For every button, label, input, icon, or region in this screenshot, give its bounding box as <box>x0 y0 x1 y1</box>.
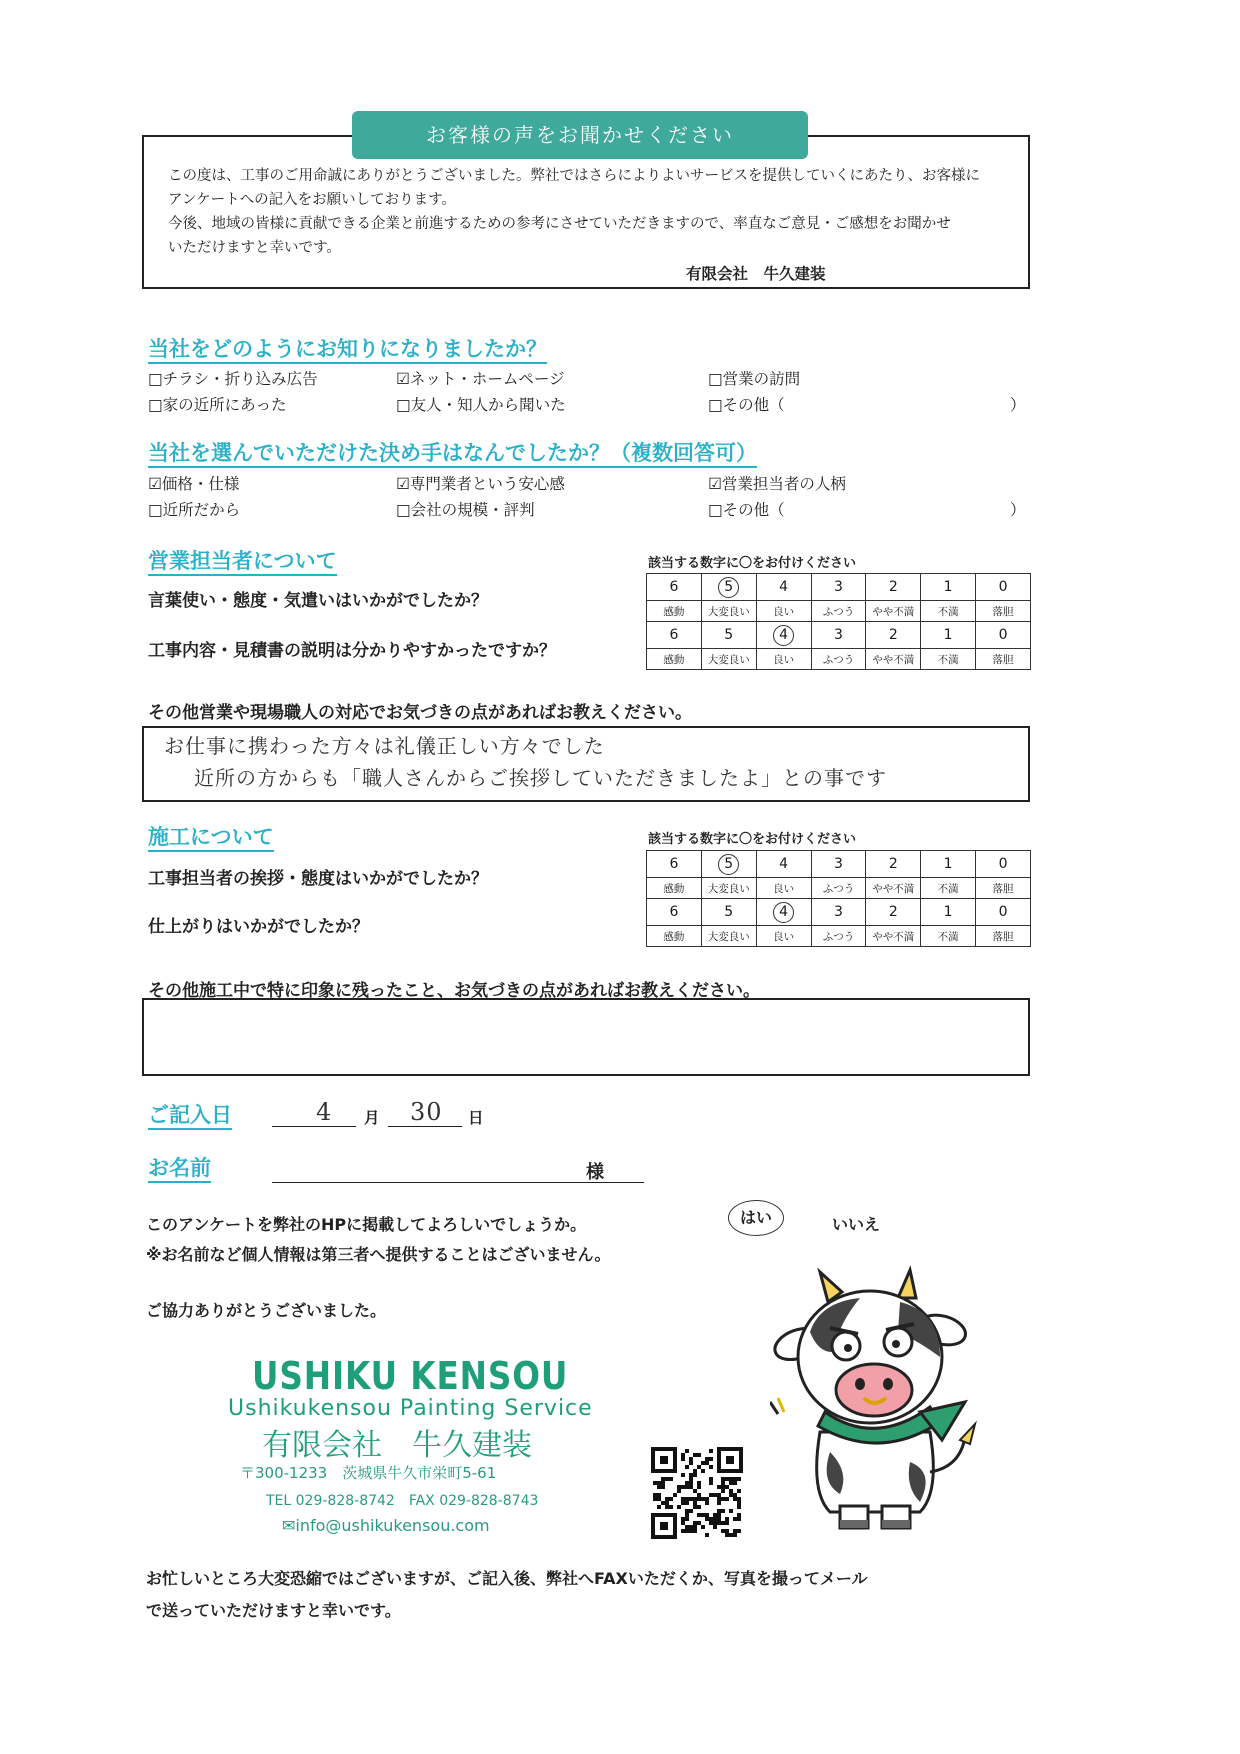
qr-module <box>729 1477 733 1481</box>
day-unit: 日 <box>468 1109 484 1127</box>
qr-module <box>693 1473 697 1477</box>
qr-module <box>685 1481 689 1485</box>
qr-module <box>661 1477 665 1481</box>
checkbox-unchecked[interactable]: □ <box>148 396 163 414</box>
qr-module <box>701 1461 705 1465</box>
rating-label-cell: 不満 <box>921 601 976 622</box>
month-unit: 月 <box>364 1109 380 1127</box>
close-paren: ） <box>1010 501 1026 519</box>
qr-module <box>733 1529 737 1533</box>
q1-option[interactable] <box>148 393 287 415</box>
month-value[interactable]: 4 <box>316 1098 333 1126</box>
qr-module <box>693 1501 697 1505</box>
qr-module <box>665 1505 669 1509</box>
rating-label-cell: 不満 <box>921 926 976 947</box>
qr-module <box>685 1501 689 1505</box>
qr-module <box>705 1461 709 1465</box>
q1-option[interactable] <box>708 393 785 415</box>
qr-module <box>697 1493 701 1497</box>
sales-rating-table <box>646 573 1031 670</box>
qr-module <box>721 1489 725 1493</box>
qr-module <box>733 1517 737 1521</box>
company-tel-fax: TEL 029-828-8742 FAX 029-828-8743 <box>266 1493 539 1509</box>
rating-number-cell[interactable] <box>701 851 756 878</box>
day-value[interactable]: 30 <box>410 1098 443 1126</box>
qr-module <box>721 1477 725 1481</box>
consent-yes[interactable]: はい <box>728 1200 784 1236</box>
qr-module <box>653 1497 657 1501</box>
handwritten-comment-line: 近所の方からも「職人さんからご挨拶していただきましたよ」との事です <box>194 766 887 790</box>
construction-question-1: 工事担当者の挨拶・態度はいかがでしたか？ <box>148 869 488 889</box>
construction-rating-table <box>646 850 1031 947</box>
qr-module <box>709 1449 713 1453</box>
rating-number-cell[interactable]: 5 <box>701 622 756 649</box>
qr-module <box>657 1485 661 1489</box>
sales-question-1: 言葉使い・態度・気遣いはいかがでしたか？ <box>148 591 488 611</box>
option-label: ネット・ホームページ <box>409 370 565 388</box>
qr-module <box>717 1521 721 1525</box>
rating-label-cell: 感動 <box>647 649 702 670</box>
rating-number-cell[interactable]: 4 <box>756 851 811 878</box>
rating-number-cell[interactable]: 3 <box>811 899 866 926</box>
rating-number-cell[interactable] <box>756 899 811 926</box>
qr-module <box>697 1513 701 1517</box>
rating-label-cell: 感動 <box>647 926 702 947</box>
construction-comment-prompt: その他施工中で特に印象に残ったこと、お気づきの点があればお教えください。 <box>148 981 760 1001</box>
qr-module <box>661 1501 665 1505</box>
company-signature: 有限会社 牛久建装 <box>686 265 826 283</box>
qr-module <box>697 1497 701 1501</box>
rating-number-cell[interactable]: 2 <box>866 851 921 878</box>
intro-line-1: この度は、工事のご用命誠にありがとうございました。弊社ではさらによりよいサービスを提供していくにあたり、お客様に <box>168 168 980 184</box>
rating-number-cell[interactable]: 1 <box>921 622 976 649</box>
construction-question-2: 仕上がりはいかがでしたか？ <box>148 917 369 937</box>
qr-module <box>733 1477 737 1481</box>
checkbox-unchecked[interactable]: □ <box>396 396 411 414</box>
qr-module <box>665 1497 669 1501</box>
qr-module <box>693 1489 697 1493</box>
qr-module <box>697 1465 701 1469</box>
q2-option[interactable] <box>148 472 239 494</box>
qr-module <box>681 1457 685 1461</box>
q2-option[interactable] <box>708 498 785 520</box>
rating-number-cell[interactable]: 1 <box>921 574 976 601</box>
rating-label-cell: 落胆 <box>976 878 1031 899</box>
qr-module <box>713 1521 717 1525</box>
rating-label-cell: やや不満 <box>866 926 921 947</box>
option-label: 会社の規模・評判 <box>410 501 535 519</box>
rating-number-cell[interactable]: 5 <box>701 899 756 926</box>
qr-module <box>705 1497 709 1501</box>
rating-number-cell[interactable] <box>701 574 756 601</box>
qr-module <box>689 1497 693 1501</box>
qr-module <box>681 1529 685 1533</box>
qr-module <box>701 1497 705 1501</box>
q1-heading: 当社をどのようにお知りになりましたか？ <box>148 336 547 364</box>
consent-no[interactable]: いいえ <box>832 1215 881 1234</box>
qr-module <box>697 1485 701 1489</box>
qr-module <box>689 1457 693 1461</box>
qr-module <box>721 1521 725 1525</box>
rating-number-cell[interactable]: 0 <box>976 622 1031 649</box>
qr-module <box>665 1501 669 1505</box>
qr-module <box>685 1513 689 1517</box>
consent-note: ※お名前など個人情報は第三者へ提供することはございません。 <box>146 1245 611 1264</box>
qr-module <box>689 1509 693 1513</box>
month-underline <box>272 1126 356 1127</box>
rating-label-cell: 良い <box>756 926 811 947</box>
qr-module <box>681 1501 685 1505</box>
rating-number-cell[interactable] <box>756 622 811 649</box>
sales-comment-box[interactable] <box>142 726 1030 802</box>
qr-module <box>733 1533 737 1537</box>
qr-module <box>693 1529 697 1533</box>
rating-label-cell: 不満 <box>921 878 976 899</box>
rating-number-cell[interactable]: 3 <box>811 574 866 601</box>
date-label: ご記入日 <box>148 1102 232 1130</box>
qr-module <box>737 1513 741 1517</box>
qr-module <box>737 1517 741 1521</box>
qr-module <box>705 1513 709 1517</box>
qr-module <box>725 1521 729 1525</box>
qr-module <box>709 1465 713 1469</box>
rating-number-cell[interactable]: 2 <box>866 574 921 601</box>
qr-module <box>685 1465 689 1469</box>
qr-module <box>713 1493 717 1497</box>
rating-number-row <box>647 851 1031 878</box>
q2-option[interactable] <box>396 472 565 494</box>
qr-module <box>709 1457 713 1461</box>
checkbox-checked[interactable]: ☑ <box>396 370 410 388</box>
qr-module <box>657 1493 661 1497</box>
survey-title: お客様の声をお聞かせください <box>352 111 808 159</box>
rating-label-row <box>647 649 1031 670</box>
rating-number-cell[interactable]: 3 <box>811 851 866 878</box>
qr-module <box>685 1517 689 1521</box>
qr-module <box>729 1509 733 1513</box>
option-label: 営業の訪問 <box>722 370 801 388</box>
honorific: 様 <box>586 1162 604 1183</box>
qr-module <box>681 1497 685 1501</box>
qr-module <box>669 1505 673 1509</box>
qr-module <box>721 1481 725 1485</box>
day-underline <box>388 1126 462 1127</box>
qr-module <box>733 1481 737 1485</box>
rating-number-cell[interactable]: 1 <box>921 851 976 878</box>
rating-label-cell: やや不満 <box>866 601 921 622</box>
checkbox-unchecked[interactable]: □ <box>708 501 723 519</box>
rating-label-cell: 感動 <box>647 878 702 899</box>
rating-label-cell: やや不満 <box>866 649 921 670</box>
construction-heading: 施工について <box>148 824 274 852</box>
qr-module <box>677 1505 681 1509</box>
qr-module <box>709 1521 713 1525</box>
checkbox-unchecked[interactable]: □ <box>708 396 723 414</box>
option-label: その他（ <box>722 501 785 519</box>
qr-module <box>725 1529 729 1533</box>
intro-line-4: いただけますと幸いです。 <box>168 240 341 256</box>
qr-module <box>705 1457 709 1461</box>
sales-comment-prompt: その他営業や現場職人の対応でお気づきの点があればお教えください。 <box>148 703 692 723</box>
qr-module <box>725 1497 729 1501</box>
rating-label-row <box>647 926 1031 947</box>
rating-label-row <box>647 601 1031 622</box>
qr-module <box>657 1497 661 1501</box>
qr-module <box>705 1533 709 1537</box>
q1-option[interactable] <box>708 367 800 389</box>
qr-module <box>681 1521 685 1525</box>
qr-module <box>689 1525 693 1529</box>
rating-label-cell: 感動 <box>647 601 702 622</box>
qr-module <box>693 1453 697 1457</box>
qr-module <box>705 1501 709 1505</box>
qr-module <box>689 1473 693 1477</box>
company-name-jp: 有限会社 牛久建装 <box>262 1428 532 1463</box>
qr-module <box>689 1529 693 1533</box>
qr-module <box>717 1513 721 1517</box>
qr-module <box>701 1513 705 1517</box>
qr-module <box>685 1449 689 1453</box>
sales-question-2: 工事内容・見積書の説明は分かりやすかったですか？ <box>148 641 556 661</box>
rating-label-cell: 大変良い <box>701 601 756 622</box>
rating-selected-circle: 4 <box>773 625 794 646</box>
cow-mascot-illustration <box>770 1262 990 1530</box>
qr-module <box>729 1493 733 1497</box>
qr-module <box>717 1493 721 1497</box>
qr-module <box>717 1501 721 1505</box>
qr-module <box>737 1529 741 1533</box>
rating-number-cell[interactable]: 1 <box>921 899 976 926</box>
qr-module <box>709 1517 713 1521</box>
qr-module <box>725 1477 729 1481</box>
qr-module <box>673 1493 677 1497</box>
qr-module <box>689 1485 693 1489</box>
qr-module <box>737 1477 741 1481</box>
qr-module <box>721 1529 725 1533</box>
qr-module <box>737 1505 741 1509</box>
qr-module <box>689 1477 693 1481</box>
qr-module <box>653 1481 657 1485</box>
q2-heading: 当社を選んでいただけた決め手はなんでしたか？（複数回答可） <box>148 440 757 468</box>
qr-module <box>709 1493 713 1497</box>
q2-option[interactable] <box>148 498 240 520</box>
qr-module <box>717 1485 721 1489</box>
q1-option[interactable] <box>396 367 565 389</box>
rating-label-cell: 大変良い <box>701 878 756 899</box>
intro-line-2: アンケートへの記入をお願いしております。 <box>168 192 456 208</box>
qr-module <box>697 1481 701 1485</box>
q1-option[interactable] <box>396 393 566 415</box>
rating-label-cell: 大変良い <box>701 926 756 947</box>
rating-number-cell[interactable]: 4 <box>756 574 811 601</box>
checkbox-checked[interactable]: ☑ <box>708 475 722 493</box>
qr-module <box>693 1521 697 1525</box>
qr-module <box>733 1493 737 1497</box>
qr-module <box>721 1509 725 1513</box>
rating-label-row <box>647 878 1031 899</box>
thanks-text: ご協力ありがとうございました。 <box>146 1301 387 1320</box>
qr-module <box>677 1485 681 1489</box>
q2-option[interactable] <box>708 472 846 494</box>
qr-module <box>737 1489 741 1493</box>
checkbox-unchecked[interactable]: □ <box>148 501 163 519</box>
rating-label-cell: 落胆 <box>976 926 1031 947</box>
qr-module <box>701 1525 705 1529</box>
rating-label-cell: 良い <box>756 878 811 899</box>
rating-selected-circle: 4 <box>773 902 794 923</box>
name-label: お名前 <box>148 1155 211 1183</box>
option-label: 専門業者という安心感 <box>409 475 565 493</box>
rating-label-cell: 良い <box>756 601 811 622</box>
construction-comment-box[interactable] <box>142 998 1030 1076</box>
q1-option[interactable] <box>148 367 318 389</box>
qr-module <box>701 1469 705 1473</box>
checkbox-unchecked[interactable]: □ <box>708 370 723 388</box>
qr-module <box>685 1509 689 1513</box>
qr-module <box>721 1497 725 1501</box>
handwritten-comment-line: お仕事に携わった方々は礼儀正しい方々でした <box>164 734 605 758</box>
rating-number-cell[interactable]: 0 <box>976 574 1031 601</box>
qr-module <box>709 1477 713 1481</box>
qr-module <box>681 1473 685 1477</box>
qr-module <box>693 1505 697 1509</box>
company-name-en: USHIKU KENSOU <box>252 1354 569 1398</box>
qr-module <box>685 1525 689 1529</box>
qr-module <box>729 1481 733 1485</box>
qr-module <box>737 1501 741 1505</box>
rating-number-cell[interactable]: 2 <box>866 899 921 926</box>
qr-module <box>665 1477 669 1481</box>
rating-caption: 該当する数字に〇をお付けください <box>648 556 857 571</box>
checkbox-checked[interactable]: ☑ <box>148 475 162 493</box>
rating-label-cell: ふつう <box>811 926 866 947</box>
rating-label-cell: ふつう <box>811 601 866 622</box>
rating-caption: 該当する数字に〇をお付けください <box>648 832 857 847</box>
rating-number-row <box>647 622 1031 649</box>
option-label: 価格・仕様 <box>161 475 240 493</box>
qr-module <box>729 1533 733 1537</box>
qr-module <box>725 1517 729 1521</box>
qr-module <box>705 1517 709 1521</box>
qr-module <box>677 1489 681 1493</box>
qr-module <box>713 1517 717 1521</box>
option-label: 営業担当者の人柄 <box>721 475 846 493</box>
qr-module <box>713 1513 717 1517</box>
qr-module <box>681 1517 685 1521</box>
qr-module <box>717 1509 721 1513</box>
intro-line-3: 今後、地域の皆様に貢献できる企業と前進するための参考にさせていただきますので、率直なご意見・ご感想をお聞かせ <box>168 216 951 232</box>
checkbox-unchecked[interactable]: □ <box>396 501 411 519</box>
company-service: Ushikukensou Painting Service <box>228 1396 593 1421</box>
rating-selected-circle: 5 <box>718 577 739 598</box>
rating-number-cell[interactable]: 3 <box>811 622 866 649</box>
qr-module <box>709 1481 713 1485</box>
option-label: 友人・知人から聞いた <box>410 396 566 414</box>
rating-number-cell[interactable]: 6 <box>647 574 702 601</box>
qr-module <box>713 1525 717 1529</box>
rating-number-cell[interactable]: 6 <box>647 851 702 878</box>
qr-module <box>669 1477 673 1481</box>
checkbox-checked[interactable]: ☑ <box>396 475 410 493</box>
option-label: チラシ・折り込み広告 <box>162 370 318 388</box>
qr-module <box>693 1497 697 1501</box>
qr-module <box>661 1481 665 1485</box>
rating-label-cell: 良い <box>756 649 811 670</box>
qr-module <box>681 1485 685 1489</box>
rating-label-cell: ふつう <box>811 649 866 670</box>
qr-module <box>717 1517 721 1521</box>
rating-number-cell[interactable]: 6 <box>647 622 702 649</box>
company-email[interactable]: ✉info@ushikukensou.com <box>282 1516 490 1535</box>
sales-heading: 営業担当者について <box>148 548 337 576</box>
qr-module <box>689 1461 693 1465</box>
qr-module <box>697 1521 701 1525</box>
qr-module <box>685 1485 689 1489</box>
q2-option[interactable] <box>396 498 535 520</box>
rating-number-cell[interactable]: 0 <box>976 899 1031 926</box>
rating-number-cell[interactable]: 2 <box>866 622 921 649</box>
qr-module <box>697 1505 701 1509</box>
qr-module <box>737 1497 741 1501</box>
qr-module <box>689 1481 693 1485</box>
qr-module <box>729 1489 733 1493</box>
rating-label-cell: ふつう <box>811 878 866 899</box>
qr-module <box>693 1469 697 1473</box>
rating-number-row <box>647 899 1031 926</box>
footer-line-1: お忙しいところ大変恐縮ではございますが、ご記入後、弊社へFAXいただくか、写真を撮ってメール <box>146 1569 868 1588</box>
qr-module <box>653 1493 657 1497</box>
qr-code[interactable] <box>650 1446 744 1540</box>
qr-module <box>685 1529 689 1533</box>
rating-label-cell: 落胆 <box>976 601 1031 622</box>
qr-module <box>661 1485 665 1489</box>
option-label: 近所だから <box>162 501 241 519</box>
qr-module <box>697 1453 701 1457</box>
rating-number-cell[interactable]: 0 <box>976 851 1031 878</box>
consent-question: このアンケートを弊社のHPに掲載してよろしいでしょうか。 <box>146 1215 587 1234</box>
rating-label-cell: 不満 <box>921 649 976 670</box>
qr-module <box>717 1497 721 1501</box>
qr-module <box>685 1497 689 1501</box>
qr-module <box>721 1485 725 1489</box>
rating-label-cell: 大変良い <box>701 649 756 670</box>
footer-line-2: で送っていただけますと幸いです。 <box>146 1601 401 1620</box>
rating-selected-circle: 5 <box>718 854 739 875</box>
qr-module <box>681 1453 685 1457</box>
rating-label-cell: 落胆 <box>976 649 1031 670</box>
qr-module <box>669 1497 673 1501</box>
qr-module <box>733 1497 737 1501</box>
qr-module <box>725 1485 729 1489</box>
checkbox-unchecked[interactable]: □ <box>148 370 163 388</box>
rating-number-cell[interactable]: 6 <box>647 899 702 926</box>
qr-module <box>725 1533 729 1537</box>
rating-number-row <box>647 574 1031 601</box>
close-paren: ） <box>1010 396 1026 414</box>
qr-module <box>657 1481 661 1485</box>
qr-module <box>657 1505 661 1509</box>
rating-label-cell: やや不満 <box>866 878 921 899</box>
option-label: 家の近所にあった <box>162 396 287 414</box>
qr-module <box>693 1525 697 1529</box>
option-label: その他（ <box>722 396 785 414</box>
company-address: 〒300-1233 茨城県牛久市栄町5-61 <box>240 1464 497 1482</box>
